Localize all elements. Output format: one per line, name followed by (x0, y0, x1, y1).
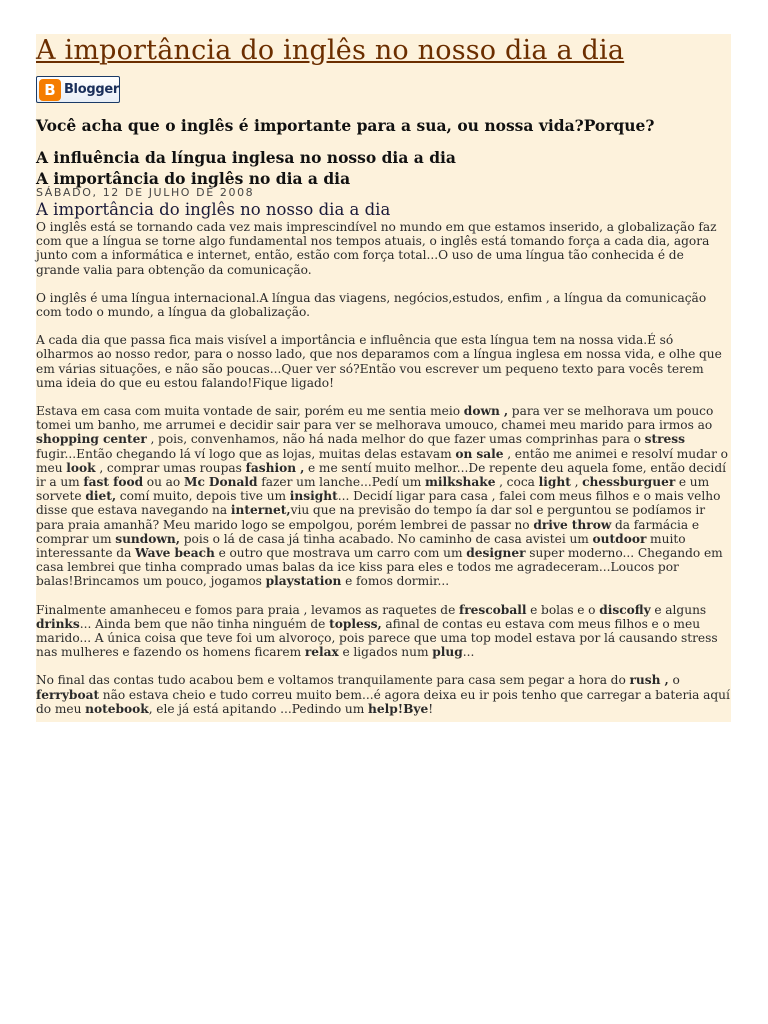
paragraph-text: , pois, convenhamos, não há nada melhor do que fazer umas comprinhas para o (146, 432, 645, 447)
paragraph-text: ... Ainda bem que não tinha ninguém de (79, 616, 330, 631)
post-body (36, 220, 731, 716)
paragraph-text: muito interessante da (36, 531, 686, 561)
paragraph-text: , coca (495, 475, 539, 490)
paragraph-text: super moderno... Chegando em casa lembrei que tinha comprado umas balas da ice kiss para eles e todos me agradeceram...Loucos por balas!Brincamos um pouco, jogamos (36, 546, 723, 589)
paragraph-text: e bolas e o (526, 602, 600, 617)
paragraph-text: O inglês é uma língua internacional.A língua das viagens, negócios,estudos, enfim , a língua da comunicação com todo o mundo, a língua da globalização. (36, 290, 707, 320)
english-term: stress (644, 432, 685, 447)
paragraph-text: pois o lá de casa já tinha acabado. No caminho de casa avistei um (180, 531, 593, 546)
english-term: rush , (629, 673, 669, 688)
paragraph-text: da farmácia e comprar um (36, 517, 700, 546)
english-term: outdoor (592, 531, 647, 546)
english-term: topless, (329, 616, 382, 631)
post-title: A importância do inglês no nosso dia a dia (36, 200, 391, 219)
paragraph-text: viu que na previsão do tempo ía dar sol e perguntou se podíamos ir para praia amanhã? Meu marido logo se empolgou, porém lembrei de passar no (36, 503, 706, 532)
paragraph-text: e um sorvete (36, 475, 710, 504)
english-term: drinks (36, 616, 80, 631)
paragraph-text: e outro que mostrava um carro com um (214, 546, 467, 561)
paragraph-text: O inglês está se tornando cada vez mais imprescindível no mundo em que estamos inserido, a globalização faz com que a língua se torne algo fundamental nos tempos atuais, o inglês está tomando força a cada dia, agora junto com a informática e internet, então, estão com força total...O uso de uma língua tão conhecida é de grande valia para obtenção da comunicação. (36, 220, 717, 277)
english-term: shopping center (36, 432, 147, 447)
english-term: diet, (85, 489, 117, 504)
english-term: fast food (83, 475, 144, 490)
english-term: look (66, 460, 96, 475)
english-term: ferryboat (36, 687, 100, 702)
english-term: plug (432, 645, 463, 660)
english-term: internet, (230, 503, 291, 518)
english-term: fashion , (245, 460, 305, 475)
paragraph-text: para ver se melhorava um pouco tomei um banho, me arrumei e decidir sair para ver se melhorava umouco, chamei meu marido para irmos ao (36, 404, 714, 433)
paragraph-text: ... Decidí ligar para casa , falei com meus filhos e o mais velho disse que estava navegando na (36, 489, 721, 518)
blog-page (36, 34, 731, 722)
english-term: insight (289, 489, 338, 504)
blogger-badge-label: Blogger (63, 82, 119, 97)
paragraph-text: Finalmente amanheceu e fomos para praia , levamos as raquetes de (36, 602, 459, 617)
post-paragraph (36, 333, 731, 390)
english-term: discofly (599, 602, 651, 617)
paragraph-text: e alguns (650, 602, 707, 617)
post-paragraph (36, 220, 731, 277)
blog-question: Você acha que o inglês é importante para a sua, ou nossa vida?Porque? (36, 116, 655, 135)
heading-influence: A influência da língua inglesa no nosso dia a dia (36, 148, 456, 167)
paragraph-text: e fomos dormir... (341, 574, 450, 589)
english-term: drive throw (533, 517, 612, 532)
paragraph-text: , então me animei e resolví mudar o meu (36, 446, 729, 475)
english-term: help!Bye (368, 701, 429, 716)
english-term: notebook (85, 701, 149, 716)
paragraph-text: e me sentí muito melhor...De repente deu aquela fome, então decidí ir a um (36, 460, 727, 490)
english-term: chessburguer (582, 475, 676, 490)
english-term: sundown, (115, 531, 181, 546)
paragraph-text: fugir...Então chegando lá ví logo que as lojas, muitas delas estavam (36, 446, 456, 461)
paragraph-text: o (668, 673, 680, 688)
blogger-logo-icon: B (39, 79, 61, 101)
english-term: frescoball (458, 602, 527, 617)
english-term: milkshake (425, 475, 496, 490)
paragraph-text: não estava cheio e tudo correu muito bem...é agora deixa eu ir pois tenho que carregar a bateria aquí do meu (36, 687, 730, 716)
paragraph-text: , comprar umas roupas (95, 460, 246, 475)
post-paragraph (36, 603, 731, 660)
post-paragraph (36, 291, 731, 319)
paragraph-text: afinal de contas eu estava com meus filhos e o meu marido... A única coisa que teve foi um alvoroço, pois parece que uma top model estava por lá causando stress nas mulheres e fazendo os homens ficarem (36, 616, 718, 660)
english-term: on sale (455, 446, 504, 461)
english-term: designer (466, 546, 526, 561)
paragraph-text: fazer um lanche...Pedí um (257, 475, 426, 490)
english-term: relax (304, 645, 339, 660)
english-term: down , (463, 404, 509, 419)
paragraph-text: comí muito, depois tive um (116, 489, 290, 504)
heading-importance: A importância do inglês no dia a dia (36, 169, 351, 188)
paragraph-text: ou ao (143, 475, 184, 490)
paragraph-text: A cada dia que passa fica mais visível a importância e influência que esta língua tem na nossa vida.É só olharmos ao nosso redor, para o nosso lado, que nos deparamos com a língua inglesa em nossa vida, e olhe que em várias situações, e não são poucas...Quer ver só?Então vou escrever um pequeno texto para vocês terem uma ideia do que eu estou falando!Fique ligado! (36, 333, 722, 390)
post-paragraph (36, 673, 731, 716)
english-term: playstation (265, 574, 342, 589)
english-term: Mc Donald (183, 475, 258, 490)
paragraph-text: e ligados num (338, 645, 433, 660)
paragraph-text: , ele já está apitando ...Pedindo um (148, 701, 369, 716)
paragraph-text: , (570, 475, 583, 490)
post-paragraph (36, 404, 731, 589)
paragraph-text: ! (428, 701, 434, 716)
english-term: light (538, 475, 571, 490)
blog-title-link[interactable]: A importância do inglês no nosso dia a dia (36, 35, 625, 66)
paragraph-text: Estava em casa com muita vontade de sair, porém eu me sentia meio (36, 404, 464, 419)
blogger-badge-button[interactable] (36, 76, 120, 103)
paragraph-text: ... (462, 645, 475, 660)
post-date: SÁBADO, 12 DE JULHO DE 2008 (36, 186, 255, 199)
paragraph-text: No final das contas tudo acabou bem e voltamos tranquilamente para casa sem pegar a hora do (36, 673, 630, 688)
english-term: Wave beach (135, 546, 215, 561)
